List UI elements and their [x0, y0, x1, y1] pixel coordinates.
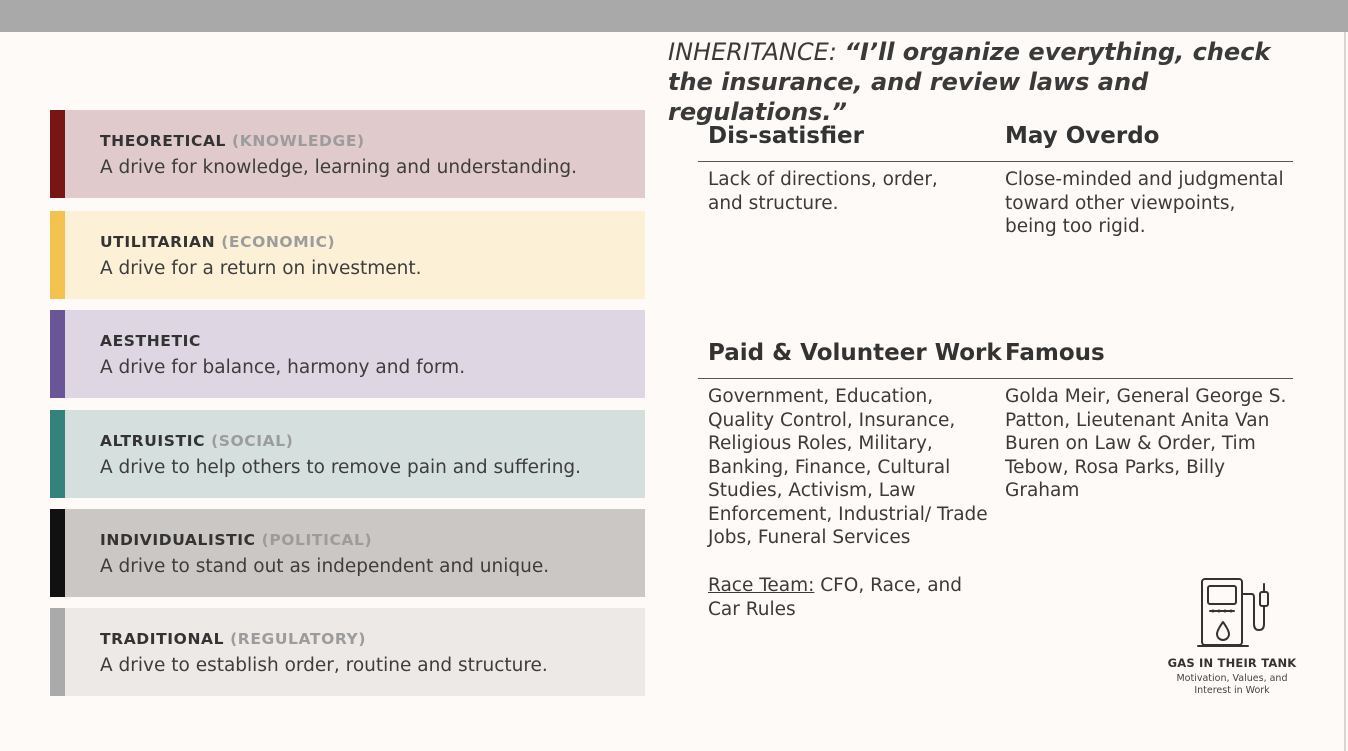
gas-pump-icon	[1196, 576, 1272, 650]
table2-divider	[698, 378, 1293, 379]
paid-volunteer-work-header: Paid & Volunteer Work	[708, 340, 1002, 366]
dissatisfier-text: Lack of directions, order, and structure.	[708, 169, 938, 214]
driver-description: A drive to establish order, routine and structure.	[100, 655, 548, 676]
paid-volunteer-work-text: Government, Education, Quality Control, Insurance, Religious Roles, Military, Banking, Finance, Cultural Studies, Activism, Law Enforcement, Industrial/ Trade Jobs, Funeral Services	[708, 386, 988, 548]
driver-accent-stripe	[50, 509, 65, 597]
driver-card-utilitarian	[50, 211, 645, 299]
heading-quote: “I’ll organize everything, check the insurance, and review laws and regulations.”	[668, 38, 1271, 126]
famous-header: Famous	[1005, 340, 1105, 366]
driver-description: A drive to stand out as independent and unique.	[100, 556, 550, 577]
top-bar	[0, 0, 1348, 32]
driver-name: TRADITIONAL	[100, 630, 225, 648]
driver-name: AESTHETIC	[100, 332, 201, 350]
race-team-detail: CFO, Race, and Car Rules	[708, 575, 963, 620]
driver-title	[100, 332, 201, 350]
brand-subtitle-line2: Interest in Work	[1194, 685, 1270, 696]
driver-name: THEORETICAL	[100, 132, 227, 150]
driver-alias: (REGULATORY)	[230, 630, 367, 648]
driver-accent-stripe	[50, 211, 65, 299]
driver-description: A drive to help others to remove pain and suffering.	[100, 457, 582, 478]
driver-name: UTILITARIAN	[100, 233, 216, 251]
brand-subtitle-line1: Motivation, Values, and	[1176, 673, 1288, 684]
right-edge-divider	[1344, 32, 1346, 751]
driver-title	[100, 132, 365, 150]
driver-card-theoretical	[50, 110, 645, 198]
brand-title: GAS IN THEIR TANK	[1167, 656, 1297, 670]
driver-accent-stripe	[50, 608, 65, 696]
driver-accent-stripe	[50, 310, 65, 398]
driver-alias: (SOCIAL)	[211, 432, 294, 450]
driver-name: INDIVIDUALISTIC	[100, 531, 256, 549]
driver-title	[100, 531, 372, 549]
driver-alias: (ECONOMIC)	[221, 233, 336, 251]
dissatisfier-header: Dis-satisfier	[708, 123, 864, 149]
driver-title	[100, 233, 335, 251]
heading-label: INHERITANCE:	[668, 38, 837, 66]
brand-subtitle	[1160, 673, 1304, 697]
driver-accent-stripe	[50, 110, 65, 198]
driver-card-aesthetic	[50, 310, 645, 398]
brand-block	[1160, 656, 1304, 697]
may-overdo-text: Close-minded and judgmental toward other viewpoints, being too rigid.	[1005, 169, 1284, 237]
inheritance-heading	[668, 37, 1308, 127]
driver-title	[100, 432, 293, 450]
driver-alias: (POLITICAL)	[261, 531, 373, 549]
race-team-label: Race Team:	[708, 575, 815, 596]
driver-description: A drive for balance, harmony and form.	[100, 357, 466, 378]
driver-card-altruistic	[50, 410, 645, 498]
driver-card-individualistic	[50, 509, 645, 597]
driver-alias: (KNOWLEDGE)	[232, 132, 365, 150]
driver-description: A drive for a return on investment.	[100, 258, 422, 279]
famous-text: Golda Meir, General George S. Patton, Lieutenant Anita Van Buren on Law & Order, Tim Tebow, Rosa Parks, Billy Graham	[1005, 386, 1287, 501]
driver-card-traditional	[50, 608, 645, 696]
may-overdo-header: May Overdo	[1005, 123, 1160, 149]
driver-name: ALTRUISTIC	[100, 432, 206, 450]
driver-description: A drive for knowledge, learning and understanding.	[100, 157, 577, 178]
table1-divider	[698, 161, 1293, 162]
driver-accent-stripe	[50, 410, 65, 498]
race-team-text	[708, 574, 968, 621]
driver-title	[100, 630, 366, 648]
